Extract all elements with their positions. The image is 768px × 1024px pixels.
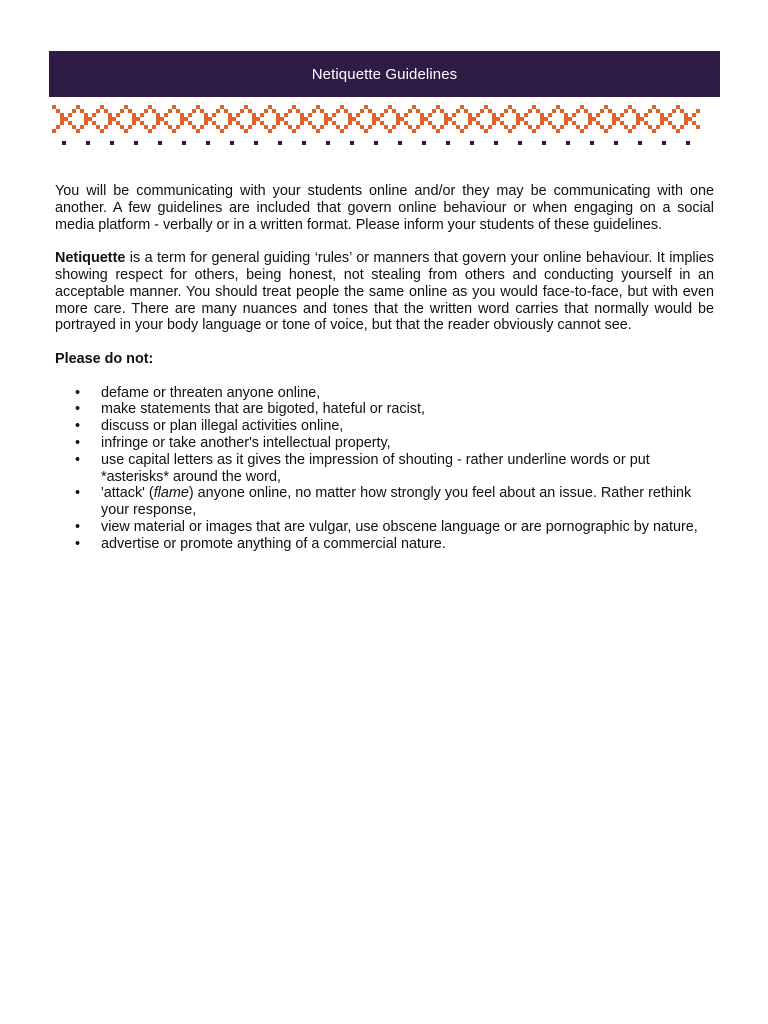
list-item-text: make statements that are bigoted, hateful or racist, <box>101 401 425 418</box>
bullet-icon: • <box>75 535 81 552</box>
list-item <box>55 519 714 536</box>
netiquette-term: Netiquette <box>55 250 126 267</box>
list-item <box>55 485 714 519</box>
list-item-text-post: ) anyone online, no matter how strongly you feel about an issue. Rather rethink your response, <box>101 485 692 519</box>
netiquette-definition: is a term for general guiding ‘rules’ or manners that govern your online behaviour. It implies showing respect for others, being honest, not stealing from others and conducting yourself in an acceptable manner. You should treat people the same online as you would face-to-face, but with even more care. There are many nuances and tones that the written word carries that normally would be portrayed in your body language or tone of voice, but that the reader obviously cannot see. <box>55 250 714 334</box>
bullet-icon: • <box>75 384 81 401</box>
list-item <box>55 452 714 486</box>
list-item-text: discuss or plan illegal activities online, <box>101 418 344 435</box>
list-item <box>55 401 714 418</box>
list-item <box>55 536 714 553</box>
list-item-text: defame or threaten anyone online, <box>101 384 321 401</box>
bullet-icon: • <box>75 434 81 451</box>
intro-paragraph: You will be communicating with your students online and/or they may be communicating with one another. A few guidelines are included that govern online behaviour or when engaging on a social media platform - verbally or in a written format. Please inform your students of these guidelines. <box>55 183 714 233</box>
bullet-icon: • <box>75 485 81 502</box>
list-item <box>55 385 714 402</box>
netiquette-paragraph <box>55 250 714 334</box>
list-item-text-pre: 'attack' ( <box>101 485 154 502</box>
list-item-text: advertise or promote anything of a commercial nature. <box>101 535 446 552</box>
list-item <box>55 418 714 435</box>
flame-emphasis: flame <box>153 485 189 502</box>
decorative-border-pattern <box>49 101 720 145</box>
list-item-text: view material or images that are vulgar, use obscene language or are pornographic by nature, <box>101 518 698 535</box>
header-bar <box>49 51 720 97</box>
bullet-icon: • <box>75 518 81 535</box>
document-body <box>55 183 714 553</box>
list-item-text: infringe or take another's intellectual property, <box>101 434 391 451</box>
please-do-not-heading: Please do not: <box>55 350 154 367</box>
list-item <box>55 435 714 452</box>
page-title: Netiquette Guidelines <box>311 65 458 83</box>
bullet-icon: • <box>75 418 81 435</box>
do-not-list <box>55 385 714 553</box>
list-item-text: use capital letters as it gives the impression of shouting - rather underline words or put *asterisks* around the word, <box>101 451 650 485</box>
bullet-icon: • <box>75 401 81 418</box>
bullet-icon: • <box>75 451 81 468</box>
